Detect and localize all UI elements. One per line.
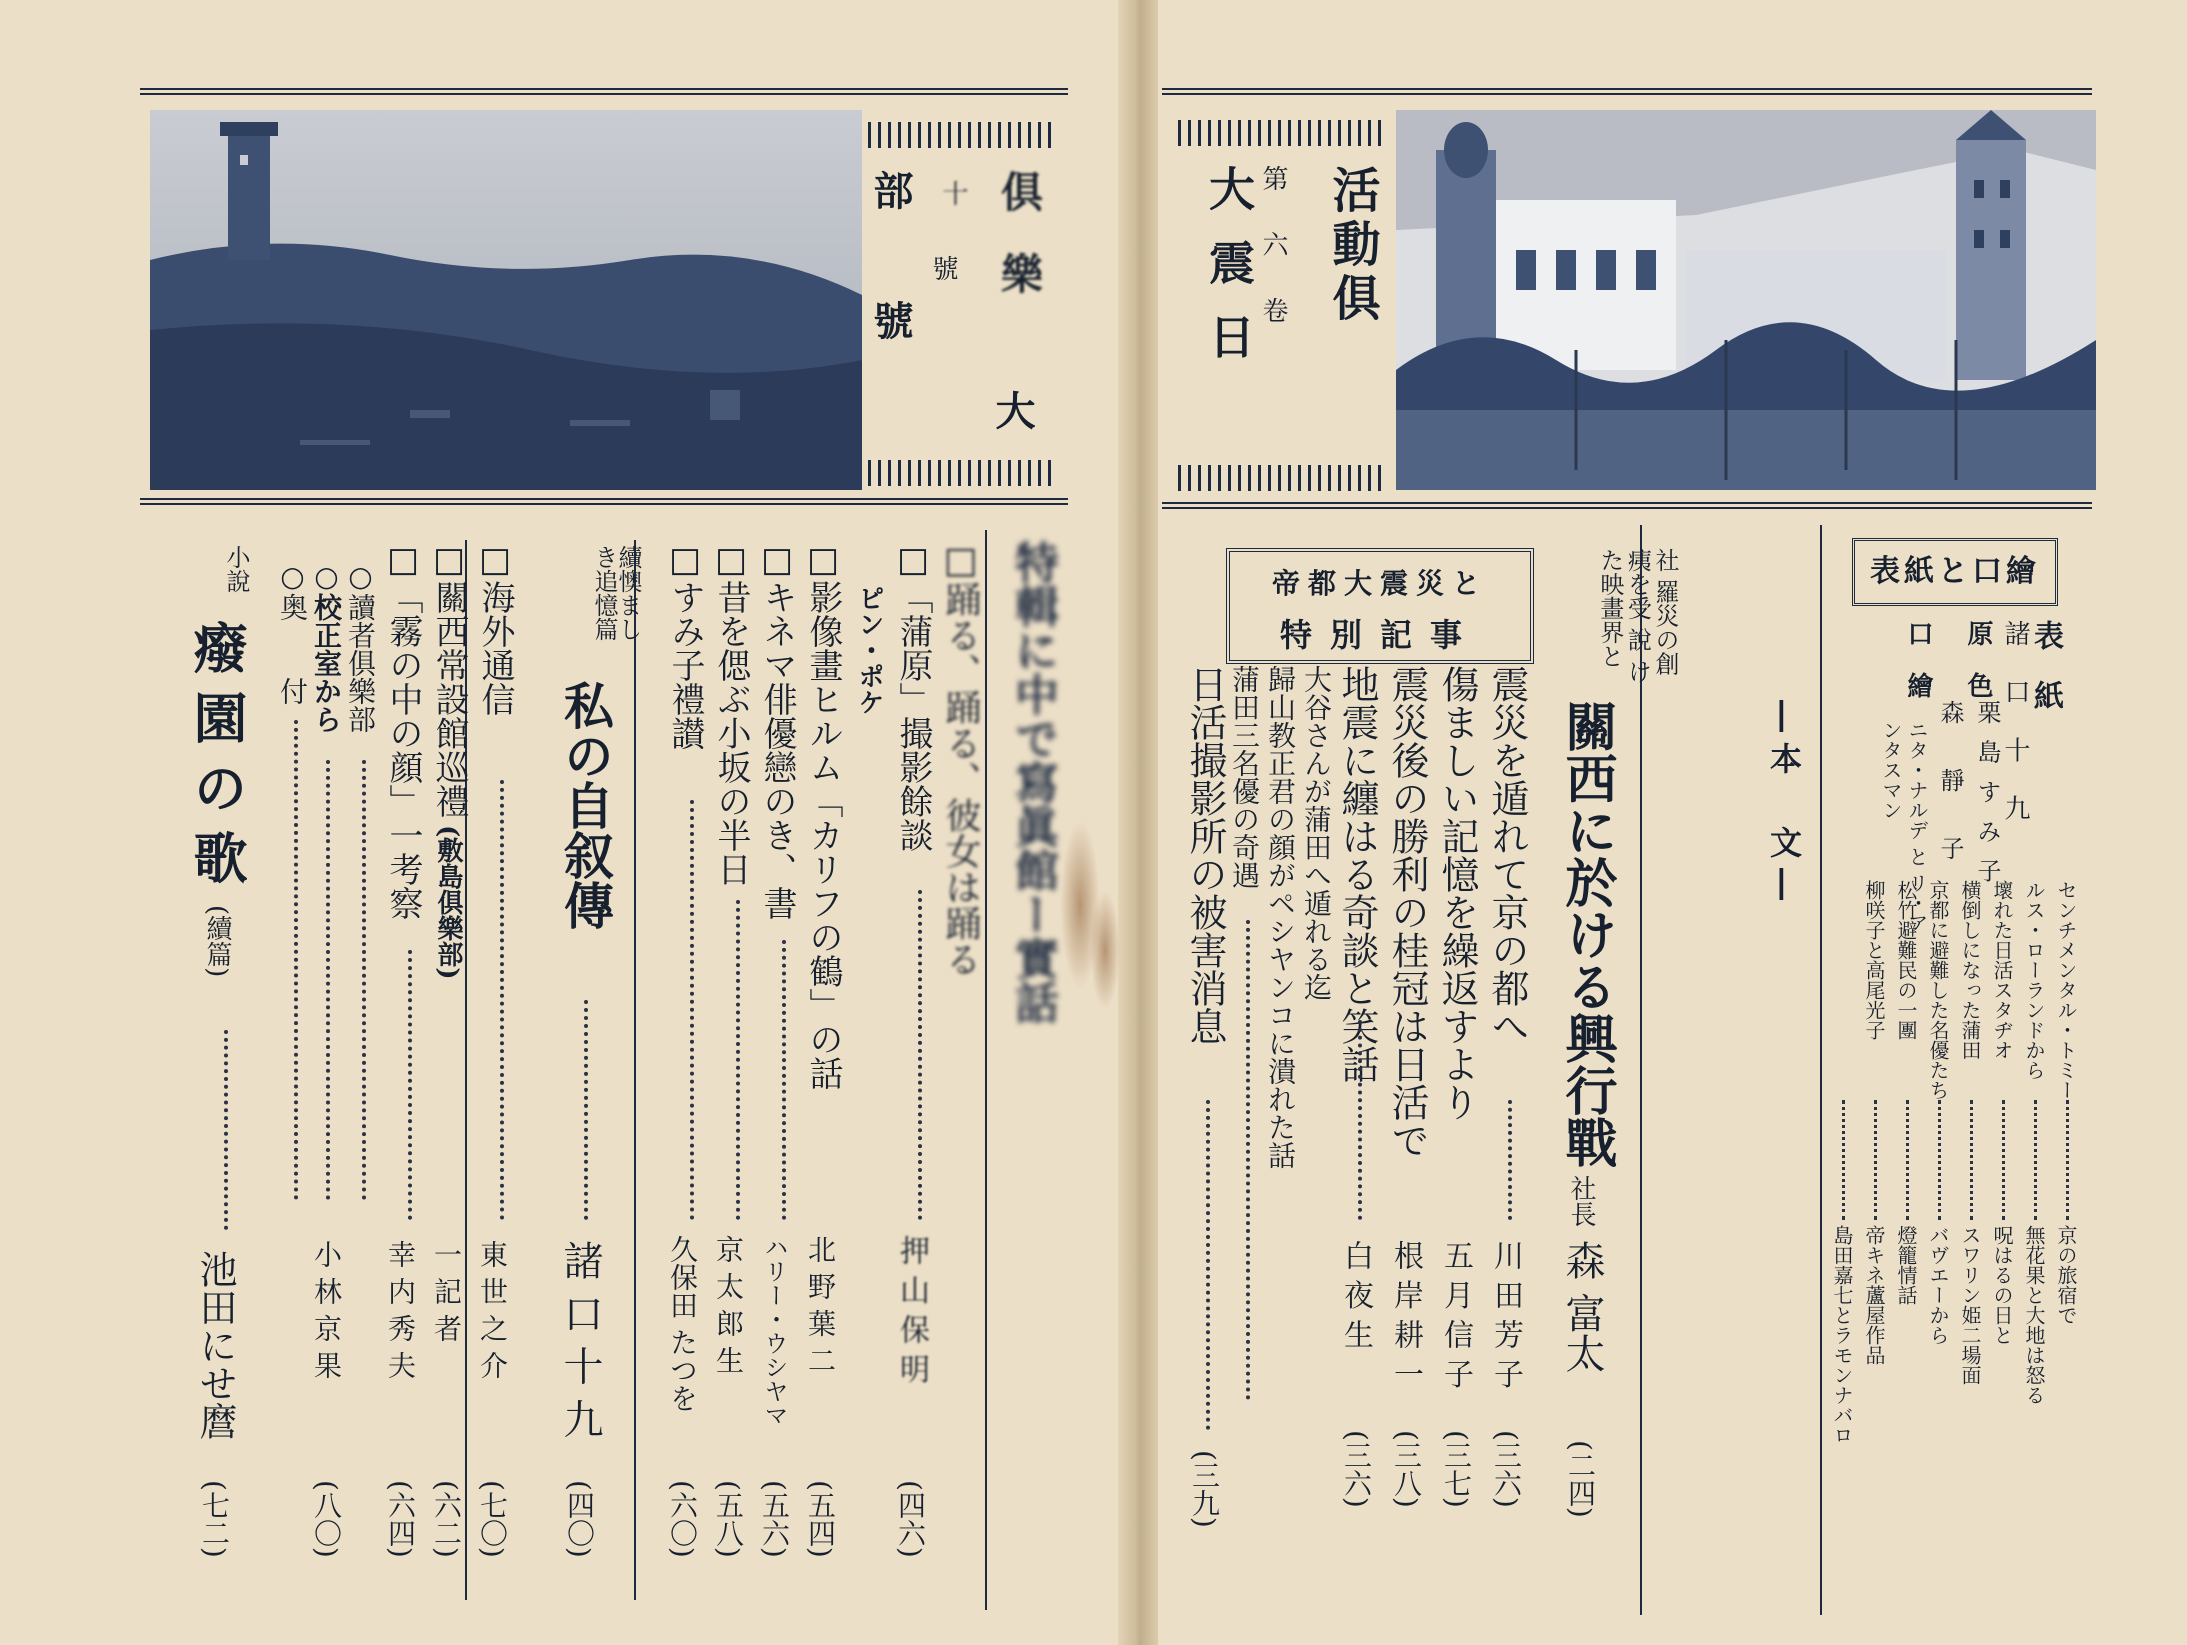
list-item-title: □すみ子禮讃	[665, 540, 705, 750]
feature-author: 森 富太	[1559, 1240, 1605, 1373]
top-rule	[1162, 88, 2092, 95]
special-box-line: 帝都大震災と	[1271, 567, 1488, 600]
novel-page: (七二)	[198, 1480, 231, 1558]
leader-dots	[2002, 1100, 2005, 1220]
mid-rule	[1162, 502, 2092, 509]
feature-page: (二四)	[1564, 1440, 1597, 1518]
header-col: 號	[867, 300, 914, 340]
cover-item-bottom: 燈籠情話	[1894, 1225, 1918, 1305]
leader-dots	[1906, 1100, 1909, 1220]
leader-dots	[1842, 1100, 1845, 1220]
list-item-page: (四六)	[894, 1480, 927, 1558]
article-title: 蒲田三名優の奇遇	[1228, 665, 1261, 889]
cover-item-top: 柳咲子と高尾光子	[1862, 880, 1886, 1040]
list-item: □踊る、踊る、彼女は踊る	[940, 540, 981, 977]
stain	[1090, 890, 1120, 1010]
leader-dots	[918, 890, 922, 1220]
header-col: 部	[867, 170, 914, 210]
leader-dots	[782, 940, 786, 1220]
list-item-page: (五六)	[758, 1480, 791, 1558]
article-title: 震災後の勝利の桂冠は日活で	[1385, 665, 1429, 1159]
top-rule	[140, 88, 1068, 95]
cover-item-top: 松竹避難民の一團	[1894, 880, 1918, 1040]
misc-item: ○讀者俱樂部	[344, 560, 377, 733]
cover-label: 口 繪	[1903, 620, 1933, 698]
leader-dots	[362, 760, 366, 1200]
list-item-page: (六〇)	[666, 1480, 699, 1558]
cover-value: 諸 口 十 九	[2000, 620, 2030, 833]
mid-rule	[140, 498, 1068, 505]
news-title: □「霧の中の顔」一考察	[383, 540, 423, 920]
news-page: (六二)	[430, 1480, 463, 1558]
jijoden-page: (四〇)	[563, 1480, 596, 1558]
list-item-author: 京 太 郎 生	[712, 1235, 745, 1374]
cover-item-top: ルス・ローランドから	[2022, 880, 2046, 1080]
jijoden-note: 續懊まし き追憶篇	[590, 545, 642, 641]
leader-dots	[1358, 1020, 1362, 1220]
header-col: 十	[938, 180, 968, 206]
leader-dots	[1246, 920, 1250, 1400]
news-sub: (敷島俱樂部)	[433, 825, 463, 980]
magazine-name-blurred: 俱樂	[995, 170, 1044, 334]
article-title: 日活撮影所の被害消息	[1183, 665, 1227, 1045]
leader-dots	[1938, 1100, 1941, 1220]
leader-dots	[294, 720, 298, 1200]
article-title: 地震に纏はる奇談と笑話	[1335, 665, 1379, 1083]
cover-label: 表 紙	[2028, 620, 2063, 710]
list-item-author: 久保田 たつを	[666, 1235, 699, 1412]
cover-item-top: 京都に避難した名優たち	[1926, 880, 1950, 1100]
leader-dots	[1970, 1100, 1973, 1220]
article-title: 大谷さんが蒲田へ遁れる迄	[1300, 665, 1333, 1001]
leader-dots	[500, 780, 504, 1220]
leader-dots	[408, 950, 412, 1220]
feature-note: 社 羅災の創痍を受 說 けた映畫界と	[1595, 548, 1679, 684]
leader-dots	[224, 1030, 228, 1230]
city-ruins-photo	[150, 110, 862, 490]
misc-author: 小 林 京 果	[310, 1240, 343, 1379]
leader-dots	[690, 800, 694, 1220]
cover-item-bottom: スワリン姫二場面	[1958, 1225, 1982, 1385]
news-author: 幸 内 秀 夫	[384, 1240, 417, 1379]
leader-dots	[1874, 1100, 1877, 1220]
leader-dots	[584, 1000, 588, 1220]
leader-dots	[1508, 1100, 1512, 1220]
column-divider	[1640, 525, 1642, 1615]
header-tick-bar	[1178, 120, 1383, 146]
header-col: 號	[928, 255, 958, 281]
feature-role: 社長	[1566, 1175, 1596, 1227]
film-studio-photo	[1396, 110, 2096, 490]
cover-item-bottom: 帝キネ蘆屋作品	[1862, 1225, 1886, 1365]
article-page: (三七)	[1440, 1430, 1473, 1508]
magazine-title: 活動俱	[1324, 165, 1380, 327]
leader-dots	[736, 900, 740, 1220]
article-page: (三六)	[1490, 1430, 1523, 1508]
cover-item-top: センチメンタル・トミー	[2054, 880, 2078, 1100]
list-item-title: □影像畫ヒルム「カリフの鶴」の話	[803, 540, 843, 1090]
header-volume: 第六卷	[1258, 165, 1288, 363]
news-page: (六四)	[384, 1480, 417, 1558]
header-col: 大	[989, 390, 1036, 430]
article-title: 歸山教正君の顔がペシヤンコに潰れた話	[1264, 665, 1297, 1169]
list-item-page: (五八)	[712, 1480, 745, 1558]
news-title: □關西常設館巡禮	[429, 540, 469, 818]
column-divider	[634, 540, 636, 1600]
cover-item-bottom: 呪はるの日と	[1990, 1225, 2014, 1345]
list-item-title: □キネマ俳優戀のき、書	[757, 540, 797, 920]
list-item-title: □「蒲原」撮影餘談	[893, 540, 933, 852]
news-page: (七〇)	[476, 1480, 509, 1558]
cover-value: 森 靜 子	[1936, 700, 1964, 870]
article-author: 五 月 信 子	[1438, 1240, 1473, 1389]
column-divider	[1820, 525, 1822, 1615]
misc-page: (八〇)	[310, 1480, 343, 1558]
cover-header-box	[1852, 538, 2058, 606]
special-box-line: 特別記事	[1279, 616, 1480, 654]
honbun-label: ―本 文―	[1765, 700, 1803, 910]
header-tick-bar	[1178, 465, 1383, 491]
misc-item: ○校正室から	[310, 560, 343, 733]
subheading: ピン・ポケ	[854, 585, 884, 715]
article-title: 傷ましい記憶を繰返すより	[1435, 665, 1479, 1121]
cover-item-top: 壞れた日活スタヂオ	[1990, 880, 2014, 1060]
cover-item-bottom: 京の旅宿で	[2054, 1225, 2078, 1325]
list-item-page: (五四)	[804, 1480, 837, 1558]
col-title: 小說	[222, 545, 250, 593]
header-tick-bar	[868, 460, 1058, 486]
leader-dots	[2066, 1100, 2069, 1220]
news-author: 東 世 之 介	[476, 1240, 509, 1379]
news-title: □海外通信	[475, 540, 515, 716]
cover-item-bottom: 島田嘉七とラモンナバロ	[1830, 1225, 1854, 1445]
cover-value: ニタ・ナルデ と リ・アンタスマン	[1879, 720, 1929, 933]
article-page: (三九)	[1188, 1450, 1221, 1528]
article-author: 白 夜 生	[1338, 1240, 1373, 1350]
leader-dots	[326, 760, 330, 1200]
cover-header: 表紙と口繪	[1870, 554, 2040, 589]
article-author: 川 田 芳 子	[1488, 1240, 1523, 1389]
leader-dots	[1206, 1100, 1210, 1430]
column-divider	[985, 530, 987, 1610]
novel-sub: (續篇)	[202, 905, 232, 978]
book-gutter	[1118, 0, 1158, 1645]
feature-title: 關西に於ける興行戰	[1556, 700, 1617, 1168]
list-item-author: 北 野 葉 二	[804, 1235, 837, 1374]
news-author: 一 記 者	[430, 1240, 463, 1342]
list-item-title: □昔を偲ぶ小坂の半日	[711, 540, 751, 886]
special-box	[1226, 548, 1534, 664]
header-issue: 大震日	[1202, 165, 1256, 387]
article-page: (三八)	[1390, 1430, 1423, 1508]
list-item-author: 押 山 保 明	[894, 1235, 929, 1384]
novel-title: 癈園の歌	[185, 620, 249, 900]
misc-item: ○奥 付	[276, 560, 309, 705]
article-title: 震災を遁れて京の都へ	[1485, 665, 1529, 1045]
cover-item-top: 横倒しになった蒲田	[1958, 880, 1982, 1060]
cover-label: 原 色	[1963, 620, 1993, 698]
cover-item-bottom: 無花果と大地は怒る	[2022, 1225, 2046, 1405]
jijoden-title: 私の自叙傳	[556, 680, 615, 930]
cover-item-bottom: バヴエーから	[1926, 1225, 1950, 1345]
article-page: (三六)	[1340, 1430, 1373, 1508]
article-author: 根 岸 耕 一	[1388, 1240, 1423, 1389]
list-item-author: ハリー・ウシヤマ	[760, 1235, 788, 1427]
jijoden-author: 諸 口 十 九	[557, 1240, 603, 1439]
cover-value: 栗 島 す み 子	[1973, 700, 2001, 887]
header-tick-bar	[868, 122, 1058, 148]
leader-dots	[2034, 1100, 2037, 1220]
novel-author: 池田にせ麿	[193, 1250, 237, 1440]
blurred-heading: 特輯に中で寫眞館ー實話	[1007, 540, 1058, 1024]
